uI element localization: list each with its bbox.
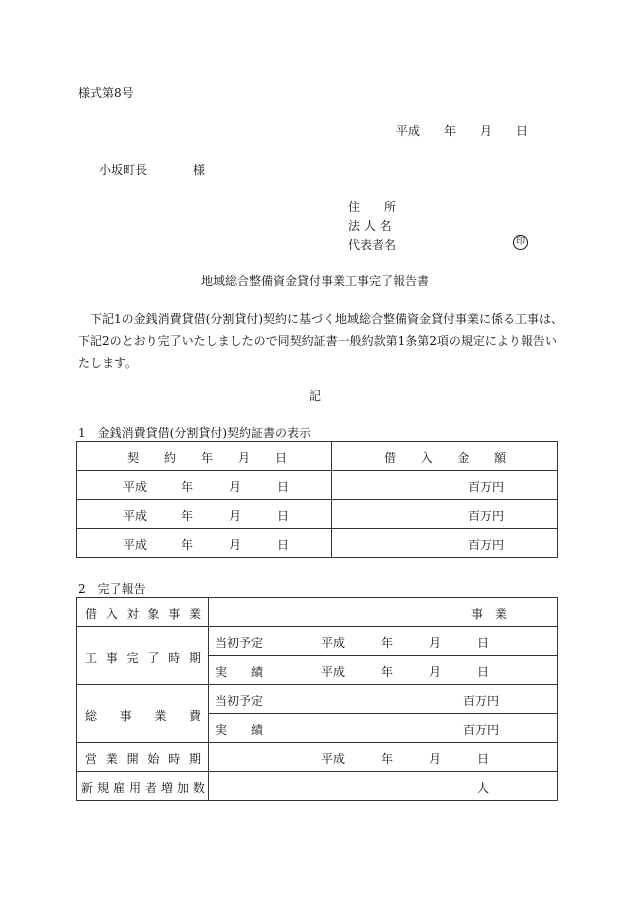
representative-label: 代表者名 bbox=[348, 238, 397, 252]
body-paragraph: 下記1の金銭消費貸借(分割貸付)契約に基づく地域総合整備資金貸付事業に係る工事は、下記2のとおり完了いたしましたので同契約証書一般約款第1条第2項の規定により報告いたします。 bbox=[78, 312, 564, 370]
target-business-value: 事 業 bbox=[471, 607, 508, 621]
section1-heading: 1 金銭消費貸借(分割貸付)契約証書の表示 bbox=[78, 426, 311, 440]
opening-time-label: 営 業 開 始 時 期 bbox=[85, 752, 201, 766]
new-hires-label: 新 規 雇 用 者 増 加 数 bbox=[81, 781, 205, 795]
total-cost-actual-row: 実 績 百万円 bbox=[77, 714, 558, 743]
date-year: 年 bbox=[444, 124, 457, 138]
addressee-name: 小坂町長 bbox=[99, 163, 148, 177]
corp-name-label: 法 人 名 bbox=[348, 219, 392, 233]
completion-report-table bbox=[76, 597, 558, 801]
table-row: 平成 年 月 日 百万円 bbox=[77, 529, 558, 558]
table-row: 平成 年 月 日 百万円 bbox=[77, 471, 558, 500]
section2-heading: 2 完了報告 bbox=[78, 582, 146, 596]
contract-table-header bbox=[77, 442, 558, 471]
date-era: 平成 bbox=[396, 124, 421, 138]
completion-actual-row: 実 績 平成 年 月 日 bbox=[77, 656, 558, 685]
address-label: 住 所 bbox=[348, 200, 397, 214]
new-hires-unit: 人 bbox=[477, 781, 490, 795]
date-day: 日 bbox=[516, 124, 529, 138]
loan-amount-header: 借 入 金 額 bbox=[384, 451, 506, 465]
table-row: 平成 年 月 日 百万円 bbox=[77, 500, 558, 529]
opening-time-row: 営 業 開 始 時 期 平成 年 月 日 bbox=[77, 743, 558, 772]
ki-heading: 記 bbox=[308, 389, 321, 403]
contract-table bbox=[76, 441, 558, 558]
completion-planned-row: 工 事 完 了 時 期 当初予定 平成 年 月 日 bbox=[77, 627, 558, 656]
date-month: 月 bbox=[480, 124, 493, 138]
total-cost-planned-row: 総 事 業 費 当初予定 百万円 bbox=[77, 685, 558, 714]
seal-mark: 印 bbox=[513, 235, 528, 250]
target-business-row bbox=[77, 598, 558, 627]
form-number: 様式第8号 bbox=[78, 86, 134, 100]
new-hires-row bbox=[77, 772, 558, 801]
target-business-label: 借 入 対 象 事 業 bbox=[85, 607, 201, 621]
total-cost-label: 総 事 業 費 bbox=[85, 709, 201, 723]
addressee-honorific: 様 bbox=[193, 163, 206, 177]
completion-time-label: 工 事 完 了 時 期 bbox=[85, 651, 201, 665]
contract-date-header: 契 約 年 月 日 bbox=[127, 451, 287, 465]
document-title: 地域総合整備資金貸付事業工事完了報告書 bbox=[200, 274, 429, 288]
